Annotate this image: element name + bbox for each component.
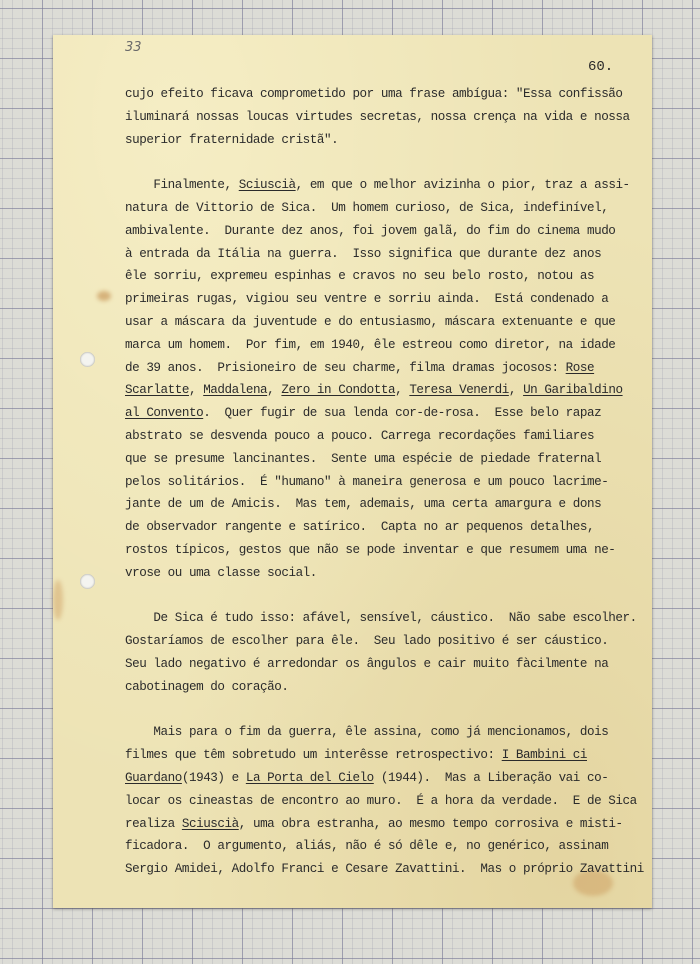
text-line: Mais para o fim da guerra, êle assina, como já mencionamos, dois [125,725,609,740]
text-line: rostos típicos, gestos que não se pode inventar e que resumem uma ne- [125,542,616,557]
text-line: al Convento. Quer fugir de sua lenda cor-de-rosa. Esse belo rapaz [125,406,602,421]
film-title: La Porta del Cielo [245,770,374,785]
text-line: Guardano(1943) e La Porta del Cielo (1944). Mas a Liberação vai co- [125,770,609,785]
text-line: usar a máscara da juventude e do entusiasmo, máscara extenuante e que [125,314,616,329]
text-line: locar os cineastas de encontro ao muro. É a hora da verdade. E de Sica [125,793,637,808]
text-line: cujo efeito ficava comprometido por uma frase ambígua: "Essa confissão [125,87,623,101]
stain [53,580,63,620]
text-line: Gostaríamos de escolher para êle. Seu lado positivo é ser cáustico. [125,634,609,649]
text-line: superior fraternidade cristã". [125,132,339,147]
text-line: marca um homem. Por fim, em 1940, êle estreou como diretor, na idade [125,337,616,352]
text-line: que se presume lancinantes. Sente uma espécie de piedade fraternal [125,451,602,466]
typed-page [53,35,652,908]
film-title: Un Garibaldino [523,383,623,398]
text-line: vrose ou uma classe social. [125,565,317,580]
text-line: Seu lado negativo é arredondar os ângulos e cair muito fàcilmente na [125,656,609,671]
film-title: Guardano [125,770,182,785]
page-number: 60. [588,59,614,75]
text-line: ficadora. O argumento, aliás, não é só dêle e, no genérico, assinam [125,839,609,854]
text-line: Scarlatte, Maddalena, Zero in Condotta, Teresa Venerdi, Un Garibaldino [125,383,623,398]
text-line: cabotinagem do coração. [125,679,289,694]
text-line: Finalmente, Sciuscià, em que o melhor avizinha o pior, traz a assi- [125,178,630,193]
film-title: al Convento [125,406,204,421]
text-line: natura de Vittorio de Sica. Um homem curioso, de Sica, indefinível, [125,200,609,215]
film-title: Scarlatte [125,383,189,398]
text-line: Sergio Amidei, Adolfo Franci e Cesare Zavattini. Mas o próprio Zavattini [125,862,644,877]
film-title: I Bambini ci [501,748,587,763]
film-title: Teresa Venerdi [409,383,509,398]
film-title: Maddalena [203,383,268,398]
text-line: primeiras rugas, vigiou seu ventre e sorriu ainda. Está condenado a [125,292,609,307]
punch-hole [80,574,95,589]
text-line: jante de um de Amicis. Mas tem, ademais, uma certa amargura e dons [125,497,602,512]
text-line: ambivalente. Durante dez anos, foi jovem galã, do fim do cinema mudo [125,223,616,238]
text-line: De Sica é tudo isso: afável, sensível, cáustico. Não sabe escolher. [125,611,637,626]
film-title: Rose [565,360,595,375]
text-line: iluminará nossas loucas virtudes secretas, nossa crença na vida e nossa [125,109,630,124]
film-title: Sciuscià [238,178,296,193]
text-line: realiza Sciuscià, uma obra estranha, ao mesmo tempo corrosiva e misti- [125,816,623,831]
text-line: de observador rangente e satírico. Capta no ar pequenos detalhes, [125,520,595,535]
film-title: Zero in Condotta [281,383,396,398]
text-line: filmes que têm sobretudo um interêsse retrospectivo: I Bambini ci [125,748,587,763]
text-line: êle sorriu, expremeu espinhas e cravos no seu belo rosto, notou as [125,269,595,284]
text-line: à entrada da Itália na guerra. Isso significa que durante dez anos [125,246,602,261]
film-title: Sciuscià [181,816,239,831]
text-line: abstrato se desvenda pouco a pouco. Carrega recordações familiares [125,428,595,443]
text-line: pelos solitários. É "humano" à maneira generosa e um pouco lacrime- [125,474,609,489]
punch-hole [80,352,95,367]
pencil-page-number: 33 [125,40,142,55]
stain [97,291,111,301]
body-text [125,83,644,881]
text-line: de 39 anos. Prisioneiro de seu charme, filma dramas jocosos: Rose [125,360,595,375]
